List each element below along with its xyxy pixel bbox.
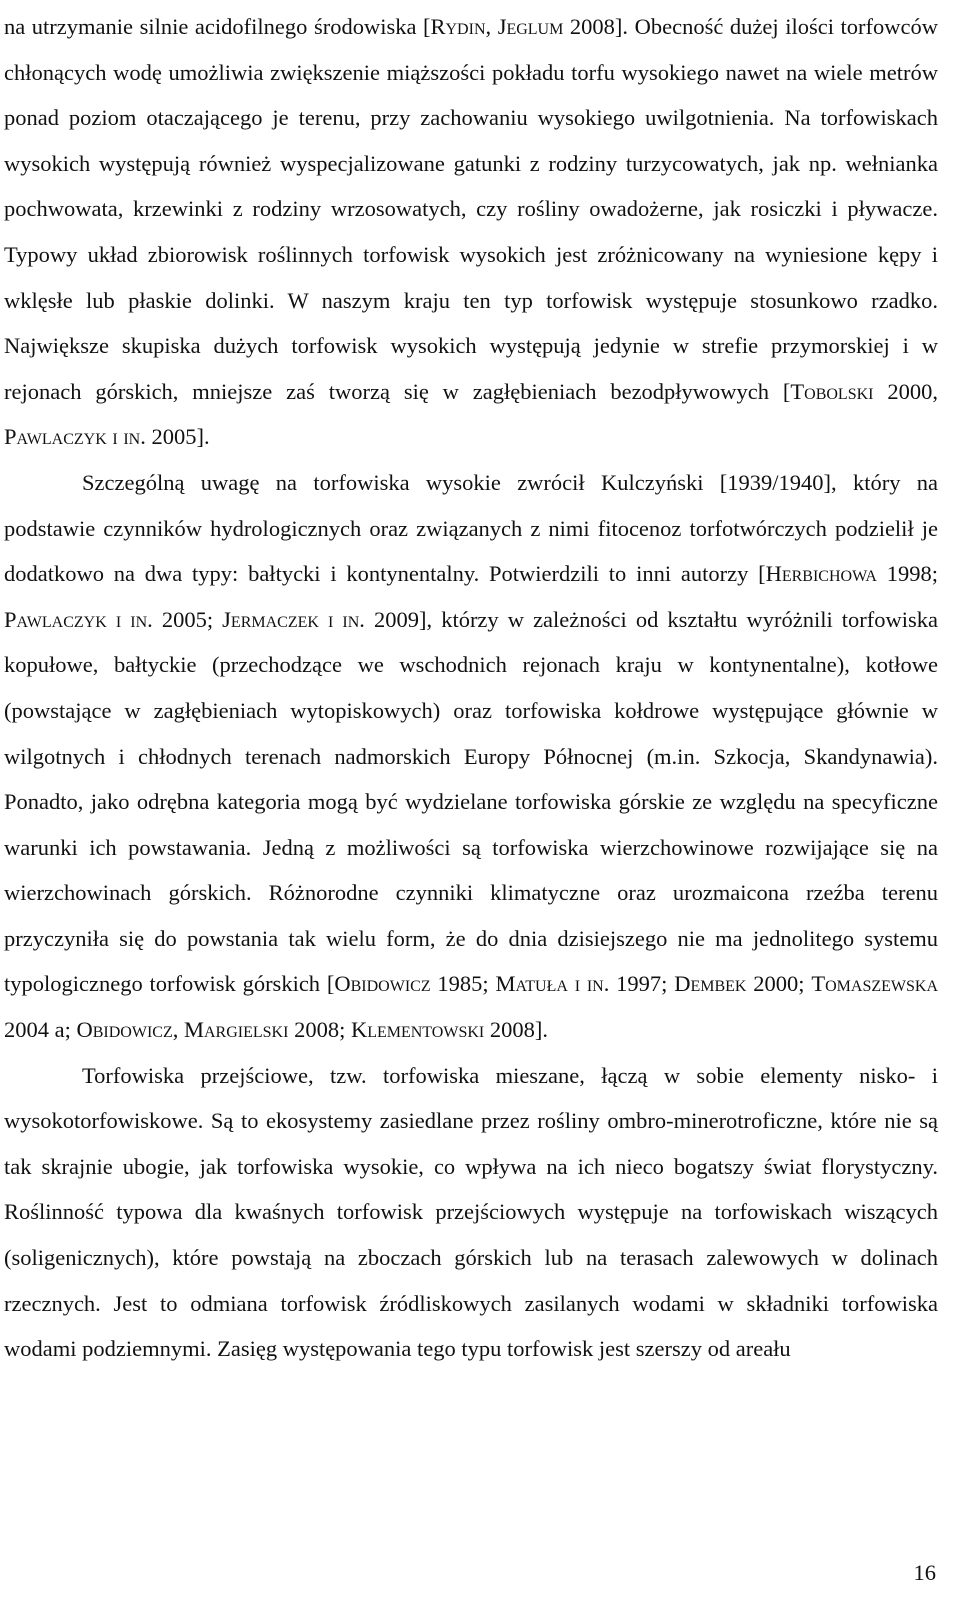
text-run: na utrzymanie silnie acidofilnego środowiska [ [4,14,431,39]
paragraph-2 [4,460,938,1053]
text-run: 2005; [152,606,223,632]
citation-author: Herbichowa [765,561,877,587]
text-run: 1998; [876,561,938,587]
citation-author: Tomaszewska [811,971,938,997]
citation-author: Klementowski [350,1017,485,1043]
text-run: 2000, [873,378,938,404]
paragraph-1 [4,4,938,460]
text-run: 2000; [746,971,812,997]
text-run: 1985; [430,971,496,997]
text-run: Szczególną uwagę na torfowiska wysokie zwrócił Kulczyński [1939/1940], który na podstawie czynników hydrologicznych oraz związanych z nimi fitocenoz torfotwórczych podzielił je dodatkowo na dwa typy: bałtycki i kontynentalny. Potwierdzili to inni autorzy [ [4,469,938,587]
text-run: 2008]. [484,1017,548,1043]
text-run: 2008; [288,1017,351,1043]
citation-author: Tobolski [790,378,874,404]
citation-author: Rydin, Jeglum [430,14,564,39]
citation-author: Matuła i in. [495,971,610,997]
text-run: 2008]. Obecność dużej ilości torfowców chłonących wodę umożliwia zwiększenie miąższości pokładu torfu wysokiego nawet na wiele metrów ponad poziom otaczającego je terenu, przy zachowaniu wysokiego uwilgotnienia. Na torfowiskach wysokich występują również wyspecjalizowane gatunki z rodziny turzycowatych, jak np. wełnianka pochwowata, krzewinki z rodziny wrzosowatych, czy rośliny owadożerne, jak rosiczki i pływacze. Typowy układ zbiorowisk roślinnych torfowisk wysokich jest zróżnicowany na wyniesione kępy i wklęsłe lub płaskie dolinki. W naszym kraju ten typ torfowisk występuje stosunkowo rzadko. Największe skupiska dużych torfowisk wysokich występują jedynie w strefie przymorskiej i w rejonach górskich, mniejsze zaś tworzą się w zagłębieniach bezodpływowych [ [4,14,938,404]
citation-author: Obidowicz, Margielski [76,1017,289,1043]
paragraph-3 [4,1053,938,1372]
citation-author: Obidowicz [334,971,431,997]
citation-author: Dembek [674,971,747,997]
text-run: Torfowiska przejściowe, tzw. torfowiska mieszane, łączą w sobie elementy nisko- i wysokotorfowiskowe. Są to ekosystemy zasiedlane przez rośliny ombro-minerotroficzne, które nie są tak skrajnie ubogie, jak torfowiska wysokie, co wpływa na ich nieco bogatszy świat florystyczny. Roślinność typowa dla kwaśnych torfowisk przejściowych występuje na torfowiskach wiszących (soligenicznych), które powstają na zboczach górskich lub na terasach zalewowych w dolinach rzecznych. Jest to odmiana torfowisk źródliskowych zasilanych wodami w składniki torfowiska wodami podziemnymi. Zasięg występowania tego typu torfowisk jest szerszy od areału [4,1062,938,1362]
text-run: 2009], którzy w zależności od kształtu wyróżnili torfowiska kopułowe, bałtyckie (przechodzące we wschodnich rejonach kraju w kontynentalne), kotłowe (powstające w zagłębieniach wytopiskowych) oraz torfowiska kołdrowe występujące głównie w wilgotnych i chłodnych terenach nadmorskich Europy Północnej (m.in. Szkocja, Skandynawia). Ponadto, jako odrębna kategoria mogą być wydzielane torfowiska górskie ze względu na specyficzne warunki ich powstawania. Jedną z możliwości są torfowiska wierzchowinowe rozwijające się na wierzchowinach górskich. Różnorodne czynniki klimatyczne oraz urozmaicona rzeźba terenu przyczyniła się do powstania tak wielu form, że do dnia dzisiejszego nie ma jednolitego systemu typologicznego torfowisk górskich [ [4,606,939,997]
text-run: 2005]. [145,424,210,450]
text-run: 2004 a; [4,1017,77,1043]
text-run: 1997; [609,971,675,997]
citation-author: Pawlaczyk i in. [4,606,153,632]
page-number: 16 [913,1560,936,1585]
citation-author: Jermaczek i in. [222,606,365,632]
citation-author: Pawlaczyk i in. [4,424,146,450]
